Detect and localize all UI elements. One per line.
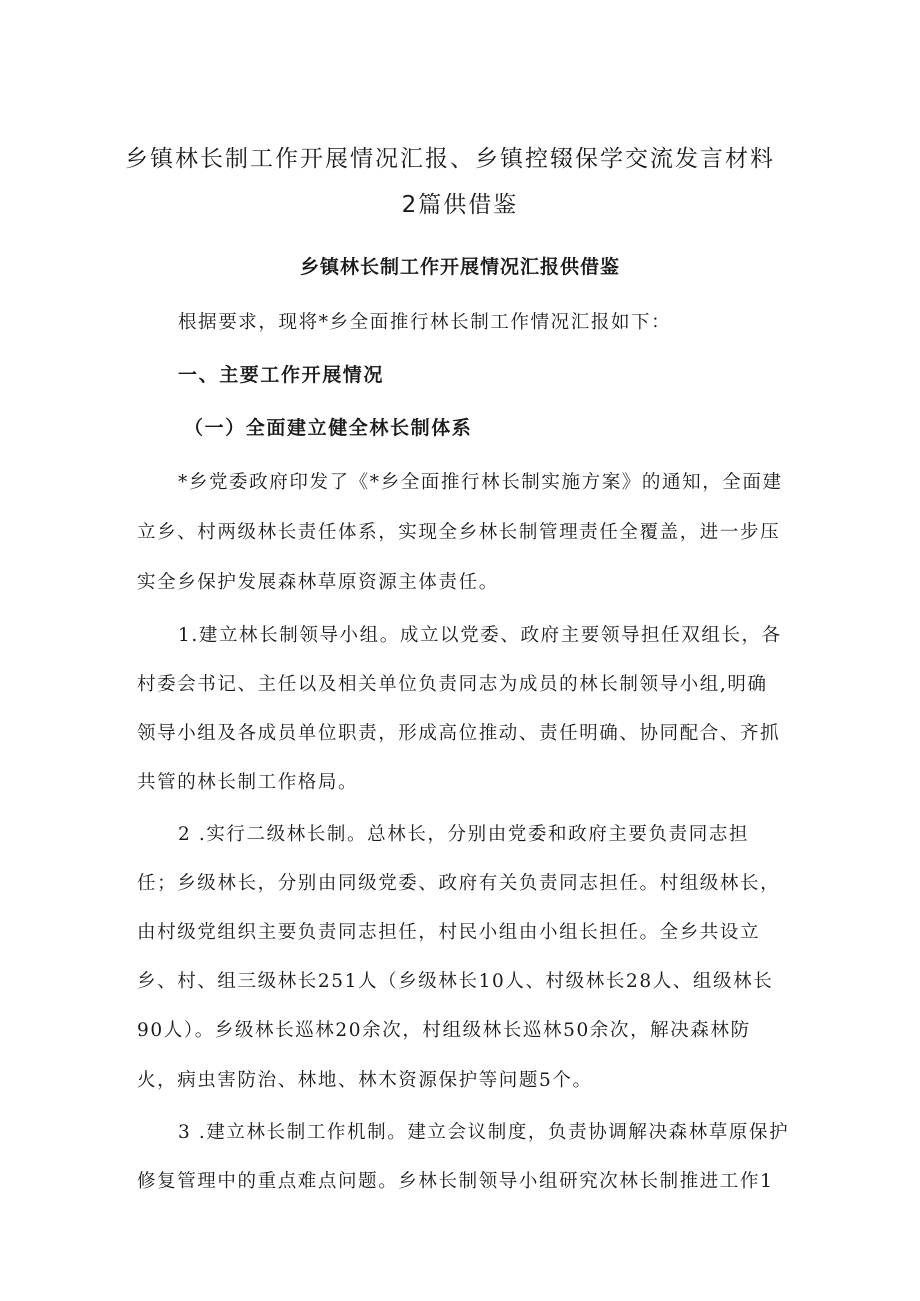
paragraph-3-line-5: 90人）。乡级林长巡林20余次，村组级林长巡林50余次，解决森林防 [137, 1020, 751, 1041]
paragraph-2-line-1: 1.建立林长制领导小组。成立以党委、政府主要领导担任双组长，各 [178, 625, 782, 646]
document-title-line-1: 乡镇林长制工作开展情况汇报、乡镇控辍保学交流发言材料 [125, 146, 775, 172]
document-title-line-2: 2篇供借鉴 [401, 192, 519, 218]
heading-level-2: （一）全面建立健全林长制体系 [184, 417, 473, 439]
paragraph-4-line-1: 3 .建立林长制工作机制。建立会议制度，负责协调解决森林草原保护 [178, 1122, 790, 1143]
heading-level-1: 一、主要工作开展情况 [178, 364, 385, 386]
intro-paragraph: 根据要求，现将*乡全面推行林长制工作情况汇报如下： [178, 312, 672, 333]
paragraph-3-line-6: 火，病虫害防治、林地、林木资源保护等问题5个。 [137, 1070, 593, 1091]
section-subtitle: 乡镇林长制工作开展情况汇报供借鉴 [299, 256, 620, 278]
paragraph-2-line-4: 共管的林长制工作格局。 [137, 772, 359, 793]
paragraph-2-line-2: 村委会书记、主任以及相关单位负责同志为成员的林长制领导小组,明确 [137, 674, 768, 695]
paragraph-2-line-3: 领导小组及各成员单位职责，形成高位推动、责任明确、协同配合、齐抓 [137, 723, 781, 744]
paragraph-3-line-3: 由村级党组织主要负责同志担任，村民小组由小组长担任。全乡共设立 [137, 922, 761, 943]
paragraph-1-line-3: 实全乡保护发展森林草原资源主体责任。 [137, 572, 499, 593]
paragraph-3-line-1: 2 .实行二级林长制。总林长，分别由党委和政府主要负责同志担 [178, 824, 750, 845]
paragraph-1-line-2: 立乡、村两级林长责任体系，实现全乡林长制管理责任全覆盖，进一步压 [137, 522, 781, 543]
paragraph-3-line-4: 乡、村、组三级林长251人（乡级林长10人、村级林长28人、组级林长 [137, 971, 774, 992]
paragraph-3-line-2: 任；乡级林长，分别由同级党委、政府有关负责同志担任。村组级林长， [137, 873, 781, 894]
paragraph-4-line-2: 修复管理中的重点难点问题。乡林长制领导小组研究次林长制推进工作1 [137, 1171, 774, 1192]
paragraph-1-line-1: *乡党委政府印发了《*乡全面推行林长制实施方案》的通知，全面建 [178, 472, 783, 493]
